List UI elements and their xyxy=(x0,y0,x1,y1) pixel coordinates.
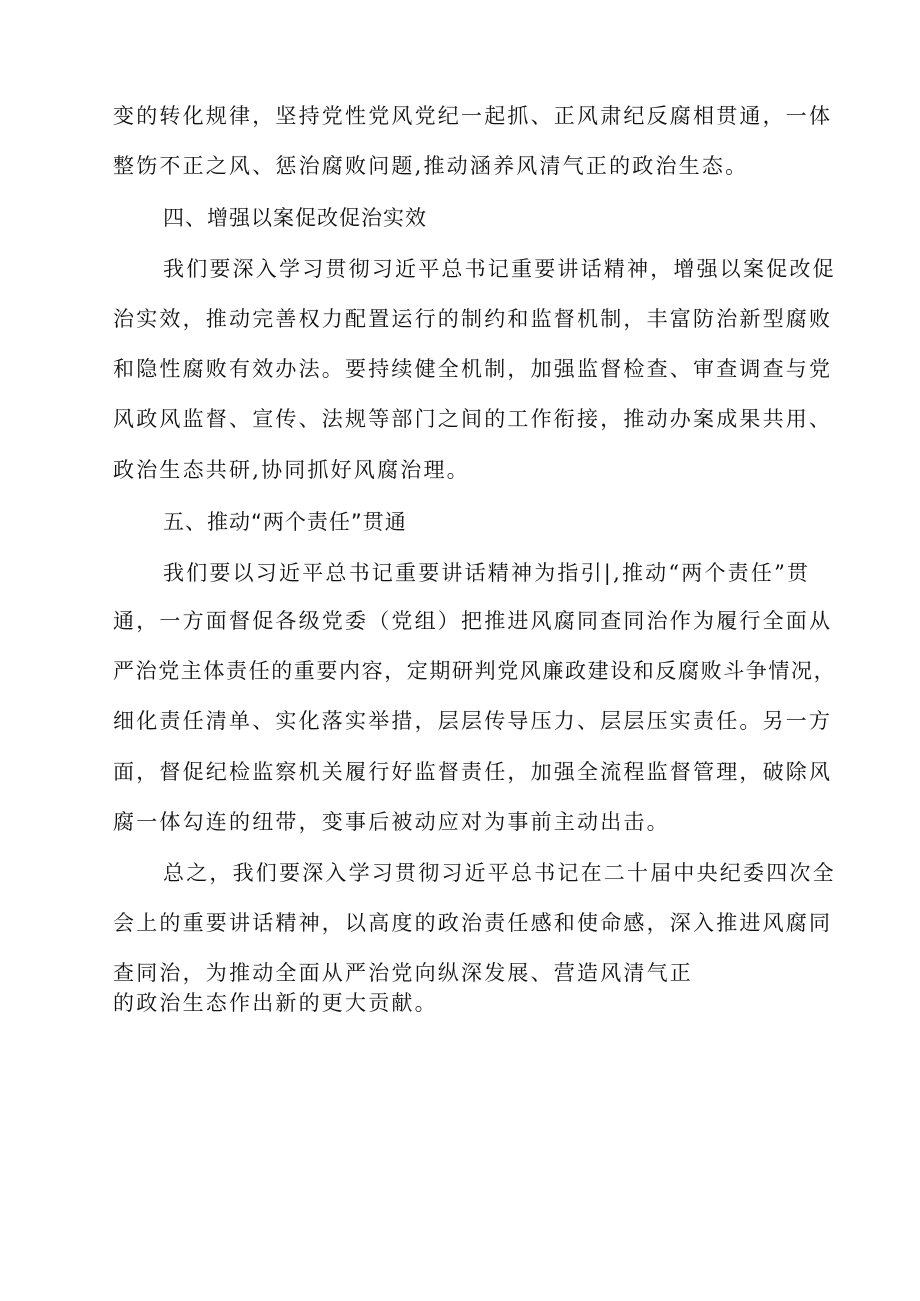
paragraph-line: 总之，我们要深入学习贯彻习近平总书记在二十届中央纪委四次全 xyxy=(163,861,836,885)
paragraph-line: 的政治生态作出新的更大贡献。 xyxy=(113,991,438,1015)
paragraph-line: 细化责任清单、实化落实举措，层层传导压力、层层压实责任。另一方 xyxy=(113,709,833,733)
paragraph-line: 严治党主体责任的重要内容，定期研判党风廉政建设和反腐败斗争情况， xyxy=(113,659,837,683)
paragraph-line: 和隐性腐败有效办法。要持续健全机制，加强监督检查、审查调查与党 xyxy=(113,357,833,381)
paragraph-line: 变的转化规律，坚持党性党风党纪一起抓、正风肃纪反腐相贯通，一体 xyxy=(113,104,833,128)
paragraph-line: 通，一方面督促各级党委（党组）把推进风腐同查同治作为履行全面从 xyxy=(113,609,833,633)
paragraph-line: 我们要深入学习贯彻习近平总书记重要讲话精神，增强以案促改促 xyxy=(163,257,836,281)
paragraph-line: 整饬不正之风、惩治腐败问题,推动涵养风清气正的政治生态。 xyxy=(113,154,749,178)
paragraph-line: 风政风监督、宣传、法规等部门之间的工作衔接，推动办案成果共用、 xyxy=(113,407,833,431)
paragraph-line: 我们要以习近平总书记重要讲话精神为指引|,推动“两个责任”贯 xyxy=(163,561,811,585)
section-heading-4: 四、增强以案促改促治实效 xyxy=(163,206,427,230)
paragraph-line: 政治生态共研,协同抓好风腐治理。 xyxy=(113,458,470,482)
paragraph-line: 面，督促纪检监察机关履行好监督责任，加强全流程监督管理，破除风 xyxy=(113,760,833,784)
section-heading-5: 五、推动“两个责任”贯通 xyxy=(163,510,407,534)
paragraph-line: 腐一体勾连的纽带，变事后被动应对为事前主动出击。 xyxy=(113,810,670,834)
paragraph-line: 查同治，为推动全面从严治党向纵深发展、营造风清气正 xyxy=(113,961,693,985)
paragraph-line: 治实效，推动完善权力配置运行的制约和监督机制，丰富防治新型腐败 xyxy=(113,307,833,331)
paragraph-line: 会上的重要讲话精神，以高度的政治责任感和使命感，深入推进风腐同 xyxy=(113,911,833,935)
